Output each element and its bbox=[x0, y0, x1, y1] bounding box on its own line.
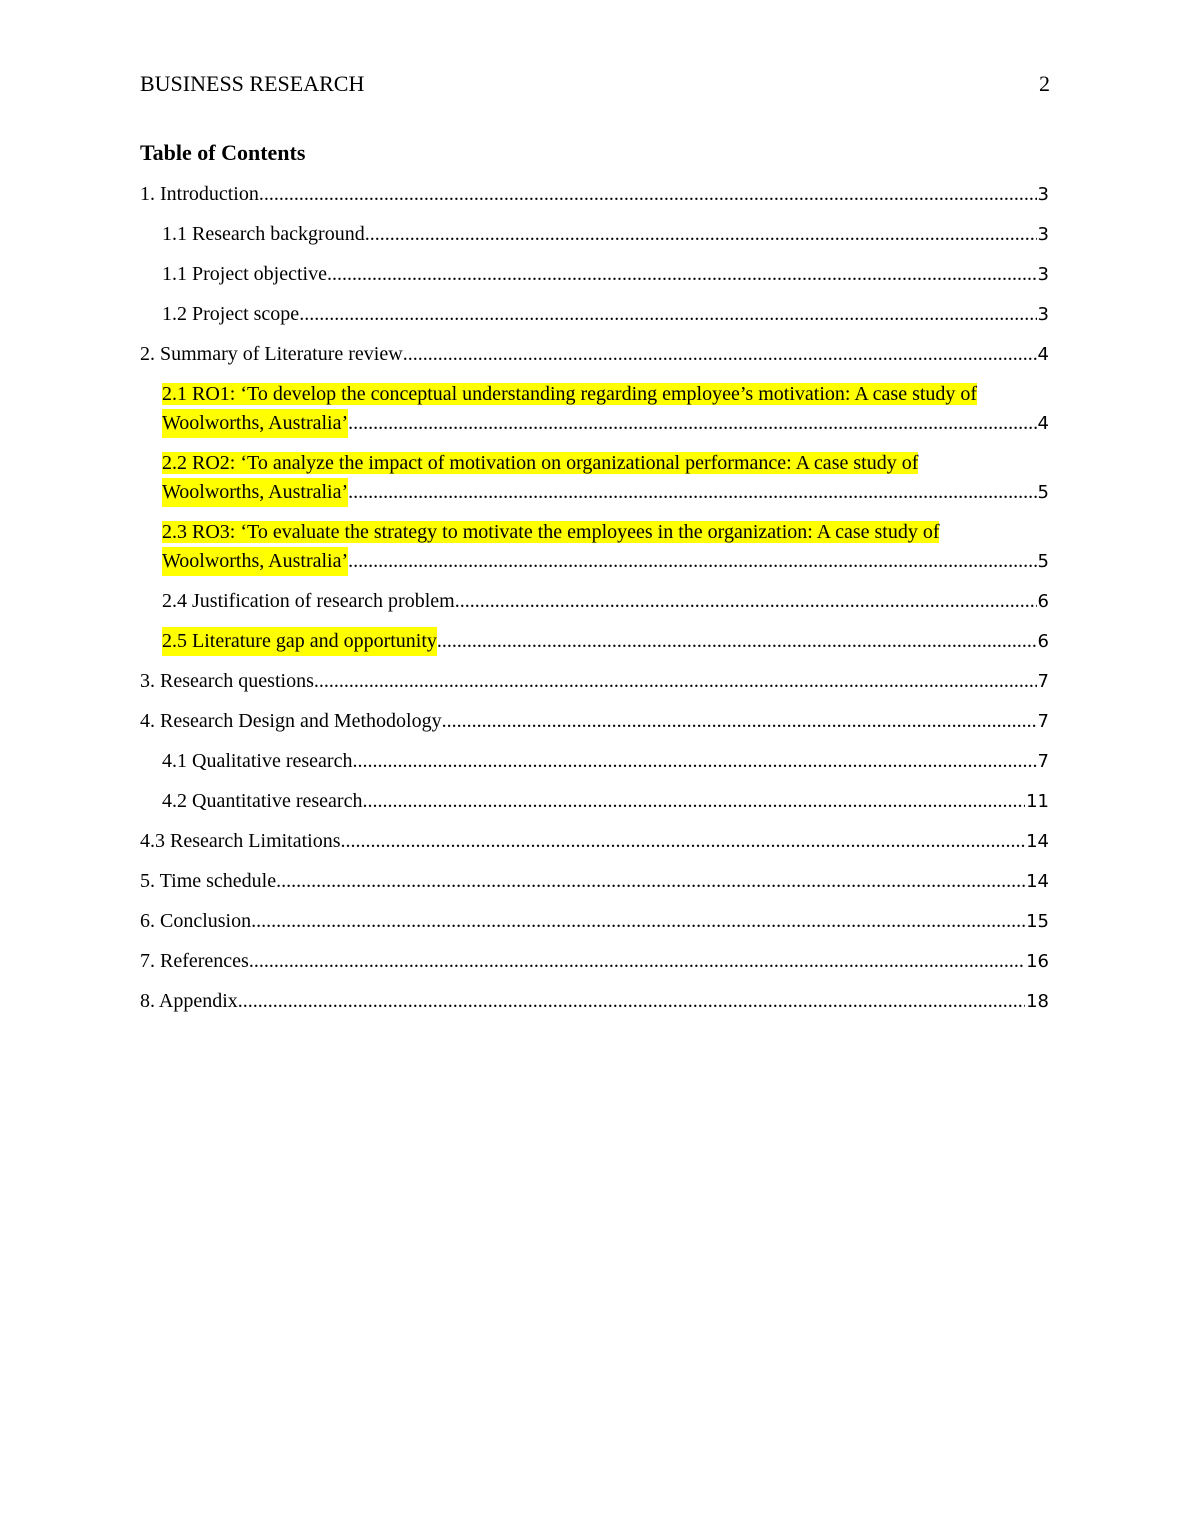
toc-entry-page: 15 bbox=[1026, 911, 1049, 932]
toc-entry[interactable] bbox=[140, 220, 1049, 249]
toc-leader-dots bbox=[259, 180, 1037, 209]
toc-leader-dots bbox=[249, 947, 1025, 976]
toc-entry[interactable] bbox=[140, 707, 1049, 736]
toc-entry-title: 4. Research Design and Methodology bbox=[140, 710, 442, 732]
toc-entry-title: 2. Summary of Literature review bbox=[140, 343, 403, 365]
toc-leader-dots bbox=[348, 547, 1036, 576]
toc-entry[interactable] bbox=[140, 987, 1049, 1016]
toc-entry[interactable] bbox=[140, 518, 1049, 576]
toc-entry[interactable] bbox=[140, 867, 1049, 896]
toc-heading: Table of Contents bbox=[140, 140, 306, 165]
toc-leader-dots bbox=[251, 907, 1025, 936]
toc-entry-title: 1.1 Project objective bbox=[162, 263, 327, 285]
running-title: BUSINESS RESEARCH bbox=[140, 71, 365, 96]
toc-leader-dots bbox=[314, 667, 1037, 696]
toc-entry[interactable] bbox=[140, 300, 1049, 329]
toc-leader-dots bbox=[299, 300, 1036, 329]
toc-leader-dots bbox=[352, 747, 1036, 776]
toc-entry-title: 8. Appendix bbox=[140, 990, 238, 1012]
toc-entry[interactable] bbox=[140, 340, 1049, 369]
toc-entry[interactable] bbox=[140, 587, 1049, 616]
toc-leader-dots bbox=[455, 587, 1037, 616]
toc-entry[interactable] bbox=[140, 827, 1049, 856]
toc-entry-page: 3 bbox=[1037, 184, 1049, 205]
toc-entry-page: 4 bbox=[1037, 413, 1049, 434]
toc-entry-title-line1: 2.3 RO3: ‘To evaluate the strategy to motivate the employees in the organization: A case study of bbox=[162, 521, 940, 543]
toc-entry-title: 7. References bbox=[140, 950, 249, 972]
toc-leader-dots bbox=[341, 827, 1026, 856]
toc-entry-title: 2.4 Justification of research problem bbox=[162, 590, 455, 612]
toc-entry-title: 2.5 Literature gap and opportunity bbox=[162, 627, 437, 656]
toc-entry-page: 5 bbox=[1037, 551, 1049, 572]
toc-entry-title: 4.1 Qualitative research bbox=[162, 750, 353, 772]
toc-leader-dots bbox=[403, 340, 1037, 369]
toc-leader-dots bbox=[365, 220, 1037, 249]
toc-leader-dots bbox=[348, 478, 1036, 507]
toc-entry-title-line2: Woolworths, Australia’ bbox=[162, 409, 348, 438]
toc-entry-title-line2: Woolworths, Australia’ bbox=[162, 478, 348, 507]
toc-entry-title: 4.2 Quantitative research bbox=[162, 790, 363, 812]
toc-entry-page: 7 bbox=[1037, 671, 1049, 692]
toc-entry-page: 18 bbox=[1026, 991, 1049, 1012]
toc-entry-page: 3 bbox=[1037, 304, 1049, 325]
toc-entry-title: 4.3 Research Limitations bbox=[140, 830, 341, 852]
toc-entry-page: 3 bbox=[1037, 264, 1049, 285]
toc-entry[interactable] bbox=[140, 260, 1049, 289]
toc-entry-page: 14 bbox=[1026, 871, 1049, 892]
toc-entry-page: 16 bbox=[1026, 951, 1049, 972]
toc-entry-title: 1. Introduction bbox=[140, 183, 259, 205]
toc-entry-page: 7 bbox=[1037, 751, 1049, 772]
toc-entry[interactable] bbox=[140, 787, 1049, 816]
toc-entry-title: 6. Conclusion bbox=[140, 910, 252, 932]
toc-entry-page: 7 bbox=[1037, 711, 1049, 732]
toc-entry[interactable] bbox=[140, 180, 1049, 209]
toc-entry-title-line1: 2.1 RO1: ‘To develop the conceptual understanding regarding employee’s motivation: A case study of bbox=[162, 383, 978, 405]
toc-entry-title: 1.2 Project scope bbox=[162, 303, 300, 325]
toc-entry[interactable] bbox=[140, 667, 1049, 696]
toc-entry-title: 1.1 Research background bbox=[162, 223, 365, 245]
toc-entry[interactable] bbox=[140, 380, 1049, 438]
toc-entry-title: 3. Research questions bbox=[140, 670, 314, 692]
toc-entry[interactable] bbox=[140, 449, 1049, 507]
toc-entry[interactable] bbox=[140, 907, 1049, 936]
toc-leader-dots bbox=[238, 987, 1025, 1016]
toc-entry-page: 6 bbox=[1037, 591, 1049, 612]
toc-leader-dots bbox=[362, 787, 1025, 816]
toc-leader-dots bbox=[327, 260, 1037, 289]
toc-entry[interactable] bbox=[140, 627, 1049, 656]
toc-entry-title-line1: 2.2 RO2: ‘To analyze the impact of motivation on organizational performance: A case study of bbox=[162, 452, 919, 474]
toc-entry-title-line2: Woolworths, Australia’ bbox=[162, 547, 348, 576]
toc-leader-dots bbox=[442, 707, 1037, 736]
page-number: 2 bbox=[1039, 71, 1050, 96]
running-header bbox=[140, 70, 1050, 98]
toc-entry[interactable] bbox=[140, 747, 1049, 776]
toc-entry-page: 4 bbox=[1037, 344, 1049, 365]
toc-leader-dots bbox=[437, 627, 1037, 656]
toc-entry-page: 11 bbox=[1026, 791, 1049, 812]
toc-leader-dots bbox=[276, 867, 1025, 896]
toc-list bbox=[140, 180, 1049, 1027]
toc-entry-page: 14 bbox=[1026, 831, 1049, 852]
toc-entry-page: 6 bbox=[1037, 631, 1049, 652]
toc-entry-page: 5 bbox=[1037, 482, 1049, 503]
toc-entry-title: 5. Time schedule bbox=[140, 870, 277, 892]
toc-leader-dots bbox=[348, 409, 1036, 438]
toc-entry-page: 3 bbox=[1037, 224, 1049, 245]
toc-entry[interactable] bbox=[140, 947, 1049, 976]
